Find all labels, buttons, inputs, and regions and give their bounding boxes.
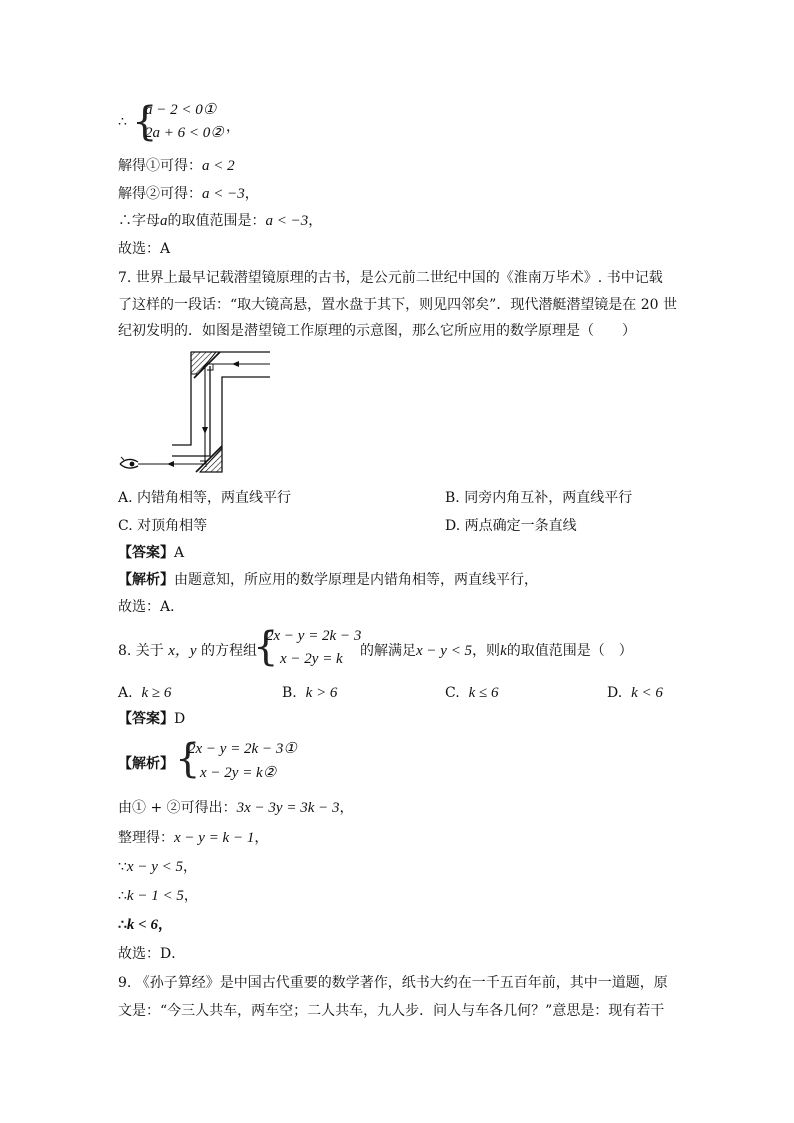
q8-step-1-comma: ， [339,800,354,816]
q8-step-3-sym: ∵ [118,859,127,875]
q8-option-c-expr: k ≤ 6 [468,685,499,701]
system-brace: { [132,99,158,145]
q7-answer-tag: 【答案】 [118,545,174,561]
q8-answer [118,710,185,728]
therefore-symbol: ∴ [118,114,127,130]
bottom-mirror [200,448,222,472]
solve-2-text: 解得②可得： [118,186,202,202]
q8-choose: 故选：D． [118,946,186,962]
q8-cond-pre: 的解满足 [360,643,416,659]
solve-1-text: 解得①可得： [118,158,202,174]
periscope-diagram [112,344,282,474]
q8-step-2-comma: ， [254,830,269,846]
q8-step-4-expr: k − 1 < 5 [126,888,184,904]
q7-analysis-tag: 【解析】 [118,572,174,588]
q8-step-3-expr: x − y < 5 [126,859,183,875]
q8-ask: 的取值范围是（ ） [506,643,633,659]
conclusion-tail: ， [308,213,323,229]
choose-line-q6: 故选：A [118,241,171,257]
q8-system-brace: { [253,624,279,670]
q8-analysis-eq-1: 2x − y = 2k − 3① [188,741,297,757]
q9-line-2: 文是：“今三人共车，两车空；二人共车，九人步．问人与车各几何？”意思是：现有若干 [118,1003,665,1019]
q8-step-5-expr: k < 6 [126,917,158,933]
q8-eq-1: 2x − y = 2k − 3 [266,628,362,644]
q8-option-b [282,684,337,702]
q8-eq-2: x − 2y = k [280,651,343,667]
q8-answer-value: D [174,711,186,727]
q8-option-d [607,684,663,702]
q8-step-5-sym: ∴ [118,917,127,933]
q8-analysis-brace: { [175,736,201,782]
q8-option-d-expr: k < 6 [631,685,663,701]
q8-mid: 的方程组 [201,643,258,659]
q7-answer [118,544,184,562]
q7-answer-value: A [174,545,185,561]
q8-option-b-expr: k > 6 [305,685,338,701]
solve-1-expr: a < 2 [202,158,235,174]
eye-icon [120,457,138,468]
q8-step-5 [118,916,172,934]
q8-step-1-text: 由① + ②可得出： [118,800,237,816]
q8-analysis-eq-2: x − 2y = k② [200,765,277,781]
q8-option-c-label: C. [445,685,460,701]
conclusion-var: a [160,213,168,229]
q8-k: k [500,643,507,659]
outgoing-ray-arrow [167,461,174,467]
q8-option-a-expr: k ≥ 6 [141,685,172,701]
conclusion-text-2: 的取值范围是： [167,213,266,229]
q7-analysis [118,571,538,589]
q7-line-2: 了这样的一段话：“取大镜高悬，置水盘于其下，则见四邻矣”．现代潜艇潜望镜是在 20 世 [118,297,678,313]
q8-step-2-expr: x − y = k − 1 [174,830,255,846]
inequality-2: 2a + 6 < 0② [145,125,224,141]
q8-option-d-label: D. [607,685,623,701]
q8-cond-expr: x − y < 5 [416,643,473,659]
q7-analysis-text: 由题意知，所应用的数学原理是内错角相等，两直线平行， [174,572,538,588]
q8-step-3 [118,858,197,876]
conclusion-line [118,212,322,230]
inequality-1: a − 2 < 0① [145,102,217,118]
solve-2-tail: ， [244,186,259,202]
q9-line-1: 9. 《孙子算经》是中国古代重要的数学著作，纸书大约在一千五百年前，其中一道题，原 [118,975,668,991]
q8-step-3-comma: ， [182,859,197,875]
q8-step-1 [118,799,353,817]
q8-option-a-label: A. [118,685,133,701]
conclusion-expr: a < −3 [265,213,309,229]
q8-condition [360,642,633,660]
solve-2-expr: a < −3 [202,186,245,202]
q8-step-4 [118,887,198,905]
vertical-ray-arrow [202,427,208,434]
q8-vars: x，y [168,643,197,659]
q7-line-3: 纪初发明的．如图是潜望镜工作原理的示意图，那么它所应用的数学原理是（ ） [118,323,636,339]
q8-option-a [118,684,171,702]
tube-left-wall [172,352,191,445]
q7-choose: 故选：A． [118,599,185,615]
conclusion-text: ∴字母 [118,213,160,229]
q7-option-d: D. 两点确定一条直线 [445,518,577,534]
q8-prefix [118,642,257,660]
q8-option-b-label: B. [282,685,297,701]
system-tail: ， [226,119,240,135]
q7-line-1: 7. 世界上最早记载潜望镜原理的古书，是公元前二世纪中国的《淮南万毕术》. 书中记载 [118,270,663,286]
solve-line-1 [118,157,235,175]
q8-step-2 [118,829,268,847]
q8-step-4-comma: ， [183,888,198,904]
q8-answer-tag: 【答案】 [118,711,174,727]
q7-option-c: C. 对顶角相等 [118,518,208,534]
q8-option-c [445,684,498,702]
q8-step-5-comma: ， [157,917,172,933]
solve-line-2 [118,185,259,203]
q8-step-1-expr: 3x − 3y = 3k − 3 [236,800,340,816]
q8-analysis-tag: 【解析】 [118,756,174,772]
q8-step-4-sym: ∴ [118,888,127,904]
q8-step-2-text: 整理得： [118,830,174,846]
q8-cond-post: ，则 [472,643,501,659]
top-mirror [191,352,216,374]
q8-prefix-text: 8. 关于 [118,643,164,659]
q7-option-b: B. 同旁内角互补，两直线平行 [445,490,633,506]
q7-option-a: A. 内错角相等，两直线平行 [118,490,292,506]
incoming-ray-arrow [232,361,239,367]
